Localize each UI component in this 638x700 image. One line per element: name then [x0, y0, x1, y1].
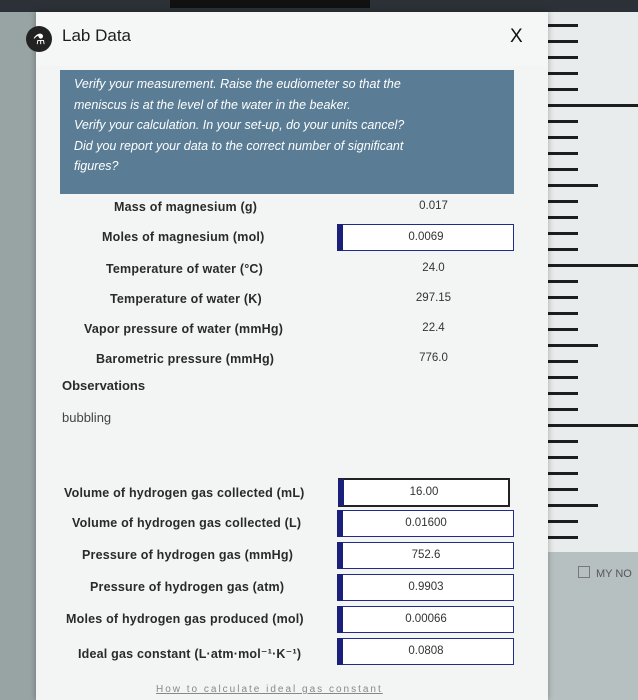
measurement-value: 297.15: [415, 292, 452, 304]
gas-constant-field[interactable]: [338, 638, 514, 665]
measurement-label: Barometric pressure (mmHg): [96, 352, 275, 366]
instruction-line: meniscus is at the level of the water in the beaker.: [74, 97, 351, 112]
ruler-tick: [548, 488, 578, 491]
observations-label: Observations: [62, 378, 146, 393]
ruler-tick: [548, 24, 578, 27]
ruler-tick: [548, 328, 578, 331]
ruler-tick: [548, 408, 578, 411]
instruction-line: Verify your calculation. In your set-up, do your units cancel?: [74, 118, 405, 132]
ruler-tick: [548, 248, 578, 251]
pressure-mmhg-field[interactable]: [338, 542, 514, 569]
ruler-tick: [548, 520, 578, 523]
volume-l-field[interactable]: [338, 510, 514, 537]
ruler-tick: [548, 472, 578, 475]
input-accent-bar: [337, 606, 343, 633]
calculation-value: 0.00066: [405, 613, 447, 625]
input-accent-bar: [337, 574, 343, 601]
measurement-label: Moles of magnesium (mol): [102, 230, 265, 244]
calculation-value: 0.01600: [405, 517, 447, 529]
calculation-row: [36, 478, 548, 508]
ruler-tick: [548, 232, 578, 235]
ruler-tick: [548, 424, 638, 427]
ruler-tick: [548, 88, 578, 91]
calculation-row: [36, 542, 548, 572]
background-left-strip: [0, 12, 36, 700]
top-bar: [0, 0, 638, 12]
measurement-value: 776.0: [419, 352, 448, 364]
calculation-label: Volume of hydrogen gas collected (L): [72, 516, 302, 530]
instruction-line: Verify your measurement. Raise the eudiometer so that the: [74, 77, 401, 91]
ruler-tick: [548, 360, 578, 363]
calculation-row: [36, 606, 548, 636]
ruler-tick: [548, 312, 578, 315]
measurement-value: 24.0: [422, 262, 445, 274]
note-checkbox-icon: [578, 566, 590, 578]
ruler-tick: [548, 392, 578, 395]
measurement-row: [36, 322, 548, 352]
calculation-value: 0.9903: [408, 581, 444, 593]
input-accent-bar: [337, 224, 343, 251]
dialog-title-bar: [32, 12, 548, 66]
input-accent-bar: [337, 638, 343, 665]
instruction-line: figures?: [74, 159, 119, 173]
moles-hydrogen-field[interactable]: [338, 606, 514, 633]
measurement-row: [36, 292, 548, 322]
calculation-row: [36, 638, 548, 668]
ruler-tick: [548, 56, 578, 59]
measurement-label: Vapor pressure of water (mmHg): [84, 322, 284, 336]
volume-ml-field[interactable]: [338, 478, 510, 507]
measurement-value: 0.017: [419, 200, 448, 212]
measurement-label: Temperature of water (°C): [106, 262, 264, 276]
ruler-tick: [548, 280, 578, 283]
dialog-title: Lab Data: [62, 26, 131, 45]
measurement-label: Mass of magnesium (g): [114, 200, 258, 214]
flask-icon: ⚗: [26, 26, 52, 52]
ruler-tick: [548, 376, 578, 379]
ruler-tick: [548, 40, 578, 43]
ruler-tick: [548, 136, 578, 139]
calculation-label: Ideal gas constant (L·atm·mol⁻¹·K⁻¹): [78, 647, 302, 661]
ruler-tick: [548, 440, 578, 443]
ruler-tick: [548, 296, 578, 299]
ruler-tick: [548, 120, 578, 123]
measurement-row: [36, 224, 548, 254]
lab-data-dialog: [32, 12, 548, 700]
ruler-tick: [548, 456, 578, 459]
background-note-label: MY NO: [596, 568, 632, 580]
input-accent-bar: [337, 542, 343, 569]
calculation-row: [36, 574, 548, 604]
background-my-note[interactable]: [578, 566, 632, 580]
instruction-line: Did you report your data to the correct number of significant: [74, 138, 404, 153]
calculation-row: [36, 510, 548, 540]
ruler-tick: [548, 104, 638, 107]
ruler-tick: [548, 72, 578, 75]
background-ruler: [548, 12, 638, 552]
pressure-atm-field[interactable]: [338, 574, 514, 601]
calculation-label: Moles of hydrogen gas produced (mol): [66, 612, 304, 626]
measurement-label: Temperature of water (K): [110, 292, 262, 306]
input-accent-bar: [337, 510, 343, 537]
help-link[interactable]: How to calculate ideal gas constant: [156, 684, 383, 695]
observations-value: bubbling: [62, 410, 112, 425]
ruler-tick: [548, 216, 578, 219]
measurement-value: 0.0069: [408, 231, 444, 243]
ruler-tick: [548, 264, 638, 267]
ruler-tick: [548, 344, 598, 347]
calculation-value: 752.6: [411, 549, 441, 561]
ruler-tick: [548, 184, 598, 187]
ruler-tick: [548, 168, 578, 171]
measurement-row: [36, 262, 548, 292]
calculation-label: Pressure of hydrogen gas (atm): [90, 580, 285, 594]
calculation-label: Pressure of hydrogen gas (mmHg): [82, 548, 294, 562]
calculation-value: 0.0808: [408, 645, 444, 657]
ruler-tick: [548, 504, 598, 507]
calculation-label: Volume of hydrogen gas collected (mL): [64, 486, 305, 500]
close-button[interactable]: X: [510, 26, 523, 47]
ruler-tick: [548, 200, 578, 203]
moles-magnesium-field[interactable]: [338, 224, 514, 251]
measurement-value: 22.4: [422, 322, 445, 334]
top-bar-dark-segment: [170, 0, 370, 8]
instructions-panel: [60, 70, 514, 194]
ruler-tick: [548, 152, 578, 155]
ruler-tick: [548, 536, 578, 539]
calculation-value: 16.00: [409, 486, 439, 498]
input-accent-bar: [338, 479, 344, 506]
